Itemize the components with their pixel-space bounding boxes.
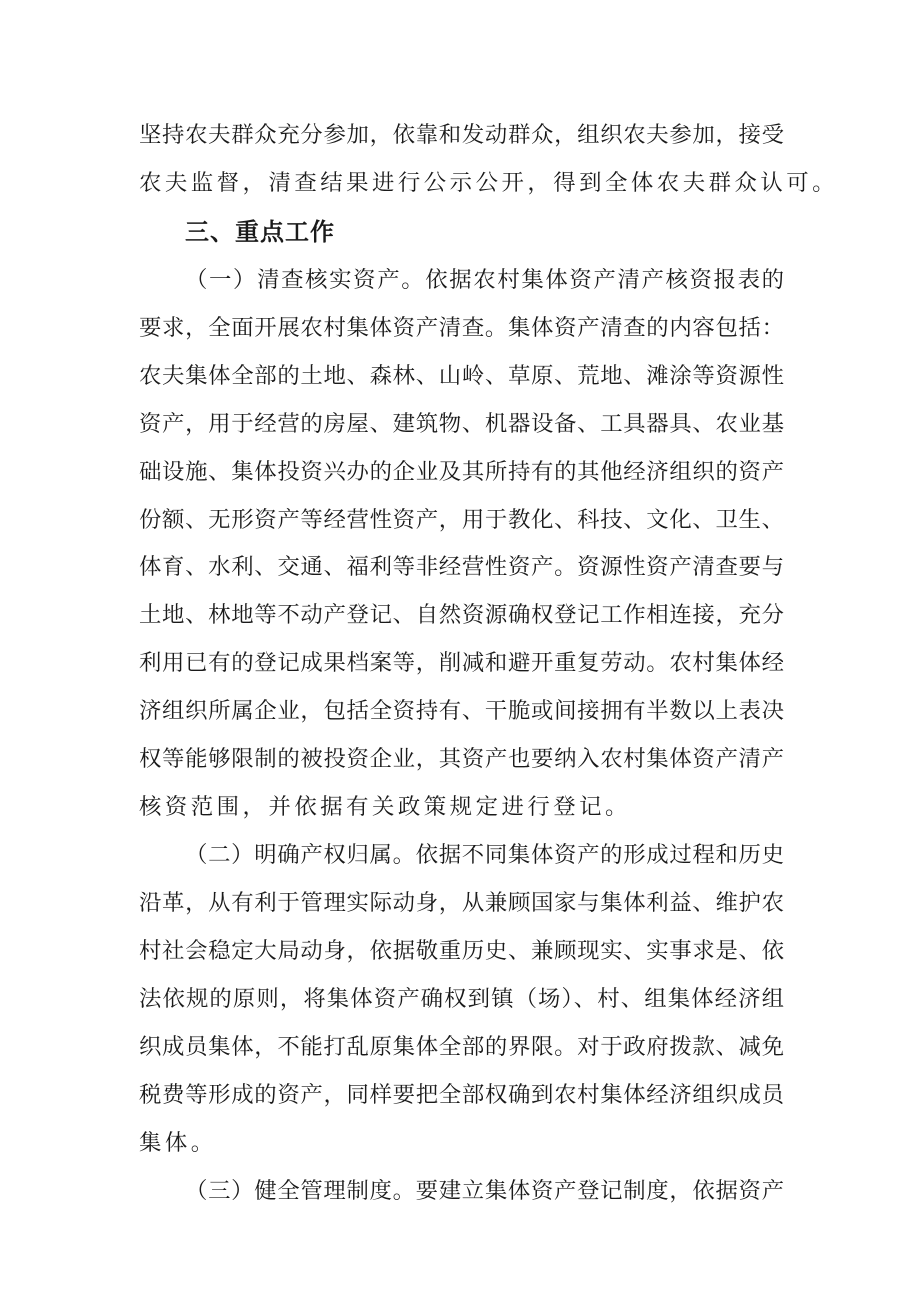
paragraph-1-line-8: 土地、林地等不动产登记、自然资源确权登记工作相连接，充分 [139, 602, 784, 628]
paragraph-2-line-7: 集体。 [139, 1130, 217, 1156]
paragraph-2-line-5: 织成员集体，不能打乱原集体全部的界限。对于政府拨款、减免 [139, 1034, 784, 1060]
paragraph-2-line-1: （二）明确产权归属。依据不同集体资产的形成过程和历史 [185, 842, 784, 868]
paragraph-1-line-11: 权等能够限制的被投资企业，其资产也要纳入农村集体资产清产 [139, 746, 784, 772]
paragraph-1-line-2: 要求，全面开展农村集体资产清查。集体资产清查的内容包括： [139, 315, 784, 341]
paragraph-1-line-1: （一）清查核实资产。依据农村集体资产清产核资报表的 [185, 267, 784, 293]
paragraph-1-line-6: 份额、无形资产等经营性资产，用于教化、科技、文化、卫生、 [139, 507, 784, 533]
intro-line-2: 农夫监督，清查结果进行公示公开，得到全体农夫群众认可。 [139, 170, 839, 196]
section-heading: 三、重点工作 [185, 218, 335, 246]
paragraph-1-line-7: 体育、水利、交通、福利等非经营性资产。资源性资产清查要与 [139, 554, 784, 580]
paragraph-3-line-1: （三）健全管理制度。要建立集体资产登记制度，依据资产 [185, 1178, 784, 1204]
paragraph-1-line-4: 资产，用于经营的房屋、建筑物、机器设备、工具器具、农业基 [139, 411, 784, 437]
paragraph-2-line-4: 法依规的原则，将集体资产确权到镇（场）、村、组集体经济组 [139, 986, 784, 1012]
intro-line-1: 坚持农夫群众充分参加，依靠和发动群众，组织农夫参加，接受 [139, 122, 784, 148]
paragraph-2-line-3: 村社会稳定大局动身，依据敬重历史、兼顾现实、实事求是、依 [139, 938, 784, 964]
paragraph-1-line-10: 济组织所属企业，包括全资持有、干脆或间接拥有半数以上表决 [139, 698, 784, 724]
paragraph-1-line-12: 核资范围，并依据有关政策规定进行登记。 [139, 794, 631, 820]
paragraph-1-line-3: 农夫集体全部的土地、森林、山岭、草原、荒地、滩涂等资源性 [139, 363, 784, 389]
paragraph-2-line-6: 税费等形成的资产，同样要把全部权确到农村集体经济组织成员 [139, 1082, 784, 1108]
paragraph-1-line-5: 础设施、集体投资兴办的企业及其所持有的其他经济组织的资产 [139, 459, 784, 485]
paragraph-2-line-2: 沿革，从有利于管理实际动身，从兼顾国家与集体利益、维护农 [139, 890, 784, 916]
paragraph-1-line-9: 利用已有的登记成果档案等，削减和避开重复劳动。农村集体经 [139, 650, 784, 676]
